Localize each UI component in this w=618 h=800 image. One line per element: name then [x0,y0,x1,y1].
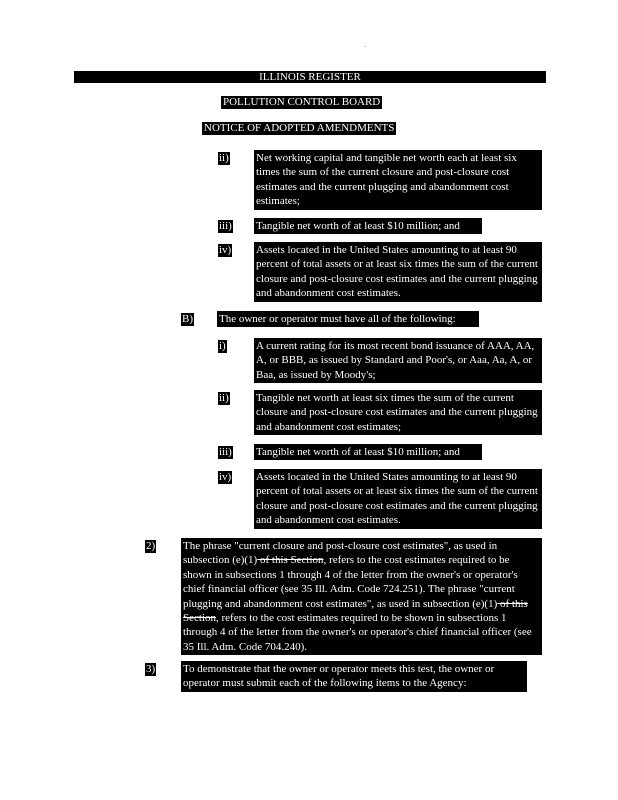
board-name: POLLUTION CONTROL BOARD [223,96,381,108]
list-item: Assets located in the United States amounting to at least 90 percent of total assets or at least six times the sum of the current closure and post-closure cost estimates and the current plugging and abandonment cost estimates. [254,469,542,529]
list-item: Tangible net worth at least six times the sum of the current closure and post-closure cost estimates and the current plugging and abandonment cost estimates; [254,390,542,435]
item-label: iii) [219,446,232,458]
struck-text: of this Section [183,597,528,625]
section-label: B) [182,313,193,325]
list-item: A current rating for its most recent bond issuance of AAA, AA, A, or BBB, as issued by Standard and Poor's, or Aaa, Aa, A, or Baa, as issued by Moody's; [254,338,542,383]
register-title: ILLINOIS REGISTER [259,71,361,83]
item-label: iv) [219,244,232,256]
item-label: ii) [219,152,229,164]
list-item: Tangible net worth of at least $10 million; and [254,218,482,234]
cost-estimates-paragraph [181,538,542,655]
section-intro: The owner or operator must have all of the following: [217,311,479,327]
header-underline [176,82,232,83]
para-text: , refers to the cost estimates required to be shown in subsections 1 through 4 of the letter from the owner's or operator's chief financial officer (see 35 Ill. Adm. Code 704.240). [183,612,532,653]
register-header-bar [74,71,546,83]
section-label: 2) [146,540,156,552]
section-label: 3) [146,663,156,675]
item-label: iii) [219,220,232,232]
list-item: Assets located in the United States amounting to at least 90 percent of total assets or at least six times the sum of the current closure and post-closure cost estimates and the current plugging and abandonment cost estimates. [254,242,542,302]
para-text: The phrase "current closure and post-closure cost estimates", as used in subsection (e)(1) [183,540,498,567]
item-label: iv) [219,471,232,483]
list-item: Tangible net worth of at least $10 million; and [254,444,482,460]
struck-text: of this Section [257,554,324,567]
notice-title: NOTICE OF ADOPTED AMENDMENTS [204,122,395,134]
para-text: , refers to the cost estimates required to be shown in subsections 1 through 4 of the letter from the owner's or operator's chief financial officer (see 35 Ill. Adm. Code 724.251). The phrase "current plugging and abandonment cost estimates", as used in subsection (e)(1) [183,554,518,610]
demonstration-paragraph: To demonstrate that the owner or operator meets this test, the owner or operator must submit each of the following items to the Agency: [181,661,527,692]
item-label: ii) [219,392,229,404]
list-item: Net working capital and tangible net worth each at least six times the sum of the current closure and post-closure cost estimates and the current plugging and abandonment cost estimates; [254,150,542,210]
speck [364,46,366,47]
item-label: i) [219,340,226,352]
